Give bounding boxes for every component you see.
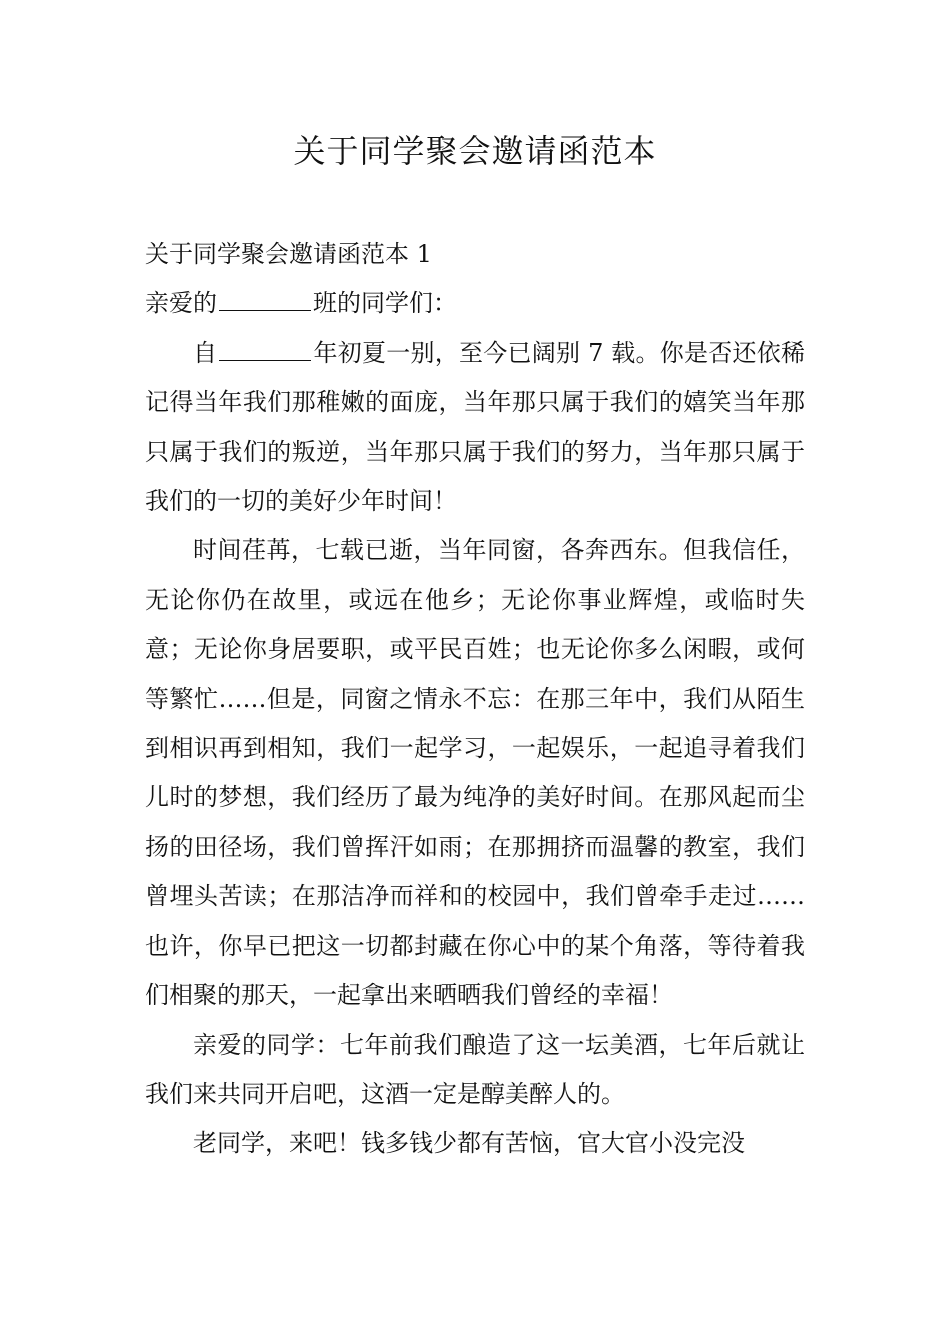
document-body	[145, 230, 805, 1169]
paragraph-memories: 时间荏苒，七载已逝，当年同窗，各奔西东。但我信任，无论你仍在故里，或远在他乡；无论你事业辉煌，或临时失意；无论你身居要职，或平民百姓；也无论你多么闲暇，或何等繁忙……但是，同窗之情永不忘：在那三年中，我们从陌生到相识再到相知，我们一起学习，一起娱乐，一起追寻着我们儿时的梦想，我们经历了最为纯净的美好时间。在那风起而尘扬的田径场，我们曾挥汗如雨；在那拥挤而温馨的教室，我们曾埋头苦读；在那洁净而祥和的校园中，我们曾牵手走过……也许，你早已把这一切都封藏在你心中的某个角落，等待着我们相聚的那天，一起拿出来晒晒我们曾经的幸福！	[145, 536, 805, 1010]
salutation-suffix: 班的同学们：	[313, 289, 457, 318]
paragraph-reunion-intro	[145, 329, 805, 527]
page-title: 关于同学聚会邀请函范本	[293, 132, 657, 170]
paragraph-closing: 老同学，来吧！钱多钱少都有苦恼，官大官小没完没	[193, 1129, 745, 1158]
paragraph1-rest: 年初夏一别，至今已阔别 7 载。你是否还依稀记得当年我们那稚嫩的面庞，当年那只属于我们的嬉笑当年那只属于我们的叛逆，当年那只属于我们的努力，当年那只属于我们的一切的美好少年时间！	[145, 338, 805, 516]
paragraph-invitation: 亲爱的同学：七年前我们酿造了这一坛美酒，七年后就让我们来共同开启吧，这酒一定是醇美醉人的。	[145, 1030, 805, 1108]
salutation-prefix: 亲爱的	[145, 289, 217, 318]
salutation	[145, 279, 805, 328]
year-blank	[219, 342, 311, 361]
paragraph1-prefix: 自	[193, 338, 218, 367]
class-name-blank	[219, 292, 311, 311]
section-heading: 关于同学聚会邀请函范本 1	[145, 240, 432, 268]
